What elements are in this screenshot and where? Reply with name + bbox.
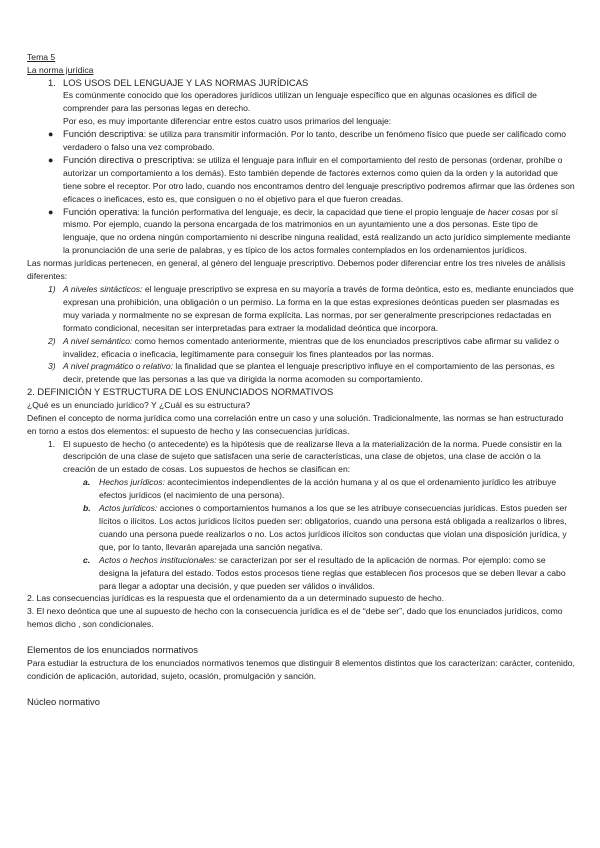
bullet-item bbox=[27, 206, 575, 258]
item-number: 1. bbox=[48, 438, 56, 449]
numbered-item bbox=[27, 438, 575, 477]
level-text: el lenguaje prescriptivo se expresa en su mayoría a través de forma deóntica, esto es, mediante enunciados que expresan una prohibición, una obligación o un permiso. La forma en la que estas expresiones deónticas pueden ser plasmadas es muy variada y normalmente no se expresan de forma explícita. Las normas, por ser generalmente prescripciones redactadas en formato condicional, necesitan ser interpretadas para extraer la modalidad deóntica que incorpora. bbox=[63, 284, 574, 333]
level-number: 2) bbox=[48, 335, 56, 346]
subsection-heading: Núcleo normativo bbox=[27, 695, 100, 707]
sub-item-letter: a. bbox=[83, 477, 91, 488]
bullet-icon: ● bbox=[48, 154, 54, 165]
level-item bbox=[27, 335, 575, 361]
sub-item-letter: c. bbox=[83, 554, 91, 565]
paragraph: Es comúnmente conocido que los operadores jurídicos utilizan un lenguaje específico que en algunas ocasiones es difícil de comprender para las personas legas en derecho. bbox=[63, 90, 537, 114]
paragraph: Para estudiar la estructura de los enunciados normativos tenemos que distinguir 8 elementos distintos que los caracterizan: carácter, contenido, condición de aplicación, autoridad, sujeto, ocasión, promulgación y sanción. bbox=[27, 657, 575, 681]
sub-item bbox=[27, 476, 575, 502]
level-number: 1) bbox=[48, 284, 56, 294]
sub-item-lead: Actos o hechos institucionales: bbox=[99, 554, 217, 565]
level-text: como hemos comentado anteriormente, mientras que de los enunciados prescriptivos cabe afirmar su validez o invalidez, eficacia o ineficacia, legítimamente para conseguir los fines planteados por las normas. bbox=[63, 335, 559, 359]
paragraph: Definen el concepto de norma jurídica como una correlación entre un caso y una solución. Tradicionalmente, las normas se han estructurado en torno a estos dos elementos: el supuesto de hecho y las consecuencias jurídicas. bbox=[27, 412, 564, 436]
question: ¿Qué es un enunciado jurídico? Y ¿Cuál es su estructura? bbox=[27, 399, 251, 410]
section-1-heading bbox=[27, 77, 575, 90]
level-number: 3) bbox=[48, 361, 56, 372]
bullet-text: : la función performativa del lenguaje, es decir, la capacidad que tiene el propio lenguaje de bbox=[137, 206, 488, 217]
bullet-italic: hacer cosas bbox=[487, 206, 535, 217]
level-lead: A nivel semántico: bbox=[63, 335, 133, 346]
level-lead: A niveles sintácticos: bbox=[63, 284, 143, 294]
item-text: El supuesto de hecho (o antecedente) es la hipótesis que de realizarse lleva a la materialización de la norma. Puede consistir en la descripción de una clase de sujeto que satisfacen una serie de características, una clase de objetos, una clase de acción o la creación de un estado de cosas. Los supuestos de hechos se clasifican en: bbox=[63, 438, 562, 475]
bullet-text: : se utiliza el lenguaje para influir en el comportamiento del resto de personas (ordenar, prohíbe o autorizar un comportamiento a los demás). Esto también depende de factores externos como quien da la orden y la autoridad que tiene sobre el receptor. Por otro lado, cuando nos encontramos dentro del lenguaje prescriptivo podremos afirmar que las órdenes son eficaces o ineficaces, esto es, que consiguen o no el objetivo para el que fueron creadas. bbox=[63, 154, 575, 204]
bullet-lead: Función descriptiva bbox=[63, 128, 144, 140]
level-text: la finalidad que se plantea el lenguaje prescriptivo influye en el comportamiento de las personas, es decir, pretende que las personas a las que va dirigida la norma acomoden su comportamiento. bbox=[63, 361, 555, 385]
paragraph: Por eso, es muy importante diferenciar entre estos cuatro usos primarios del lenguaje: bbox=[63, 116, 392, 127]
sub-item-text: se caracterizan por ser el resultado de la aplicación de normas. Por ejemplo: como se designa la jefatura del estado. Todos estos procesos tiene reglas que establecen ños procesos que se deben llevar a cabo para llegar a adoptar una decisión, y que pueden ser válidos o inválidos. bbox=[99, 554, 566, 591]
sub-item bbox=[27, 502, 575, 554]
topic-title: Tema 5 bbox=[27, 52, 56, 62]
level-item bbox=[27, 360, 575, 386]
section-2-heading: 2. DEFINICIÓN Y ESTRUCTURA DE LOS ENUNCIADOS NORMATIVOS bbox=[27, 386, 334, 398]
paragraph: Las normas jurídicas pertenecen, en general, al género del lenguaje prescriptivo. Debemos poder diferenciar entre los tres niveles de análisis diferentes: bbox=[27, 258, 566, 282]
sub-item bbox=[27, 554, 575, 593]
page-subtitle: La norma jurídica bbox=[27, 64, 94, 75]
level-item bbox=[27, 283, 575, 335]
paragraph: 3. El nexo deóntica que une al supuesto de hecho con la consecuencia jurídica es el de “debe ser”, dado que los enunciados jurídicos, como hemos dicho , son condicionales. bbox=[27, 606, 563, 630]
section-number: 1. bbox=[48, 76, 56, 88]
document-page bbox=[27, 51, 575, 708]
bullet-item bbox=[27, 128, 575, 154]
sub-item-text: acciones o comportamientos humanos a los que se les atribuye consecuencias jurídicas. Estos pueden ser lícitos o ilícitos. Los actos jurídicos lícitos pueden ser: obligatorios, cuando una persona está obligada a realizarlos o libres, cuando una persona puede realizarlos o no. Los actos jurídicos ilícitos son conductas que violan una disposición jurídica, y que, por lo tanto, llevarán aparejada una sanción negativa. bbox=[99, 503, 568, 552]
sub-item-lead: Actos jurídicos: bbox=[99, 503, 158, 514]
bullet-item bbox=[27, 154, 575, 206]
bullet-lead: Función operativa bbox=[63, 205, 138, 217]
bullet-text: : se utiliza para transmitir información. Por lo tanto, describe un fenómeno físico que puede ser calificado como verdadero o falso una vez comprobado. bbox=[63, 129, 567, 153]
sub-item-letter: b. bbox=[83, 503, 91, 514]
section-title: LOS USOS DEL LENGUAJE Y LAS NORMAS JURÍDICAS bbox=[63, 76, 309, 88]
paragraph: 2. Las consecuencias jurídicas es la respuesta que el ordenamiento da a un determinado supuesto de hecho. bbox=[27, 593, 445, 604]
bullet-icon: ● bbox=[48, 206, 54, 217]
level-lead: A nivel pragmático o relativo: bbox=[63, 361, 174, 372]
bullet-text: por sí mismo. Por ejemplo, cuando la persona encargada de los matrimonios en un ayuntamiento une a dos personas. Este tipo de lenguaje, que no ordena ningún comportamiento ni describe ninguna realidad, está realizando un acto jurídico simplemente mediante la pronunciación de una serie de palabras, y es típico de los actos formales contemplados en los ordenamientos jurídicos. bbox=[63, 206, 571, 256]
sub-item-lead: Hechos jurídicos: bbox=[99, 477, 165, 488]
bullet-lead: Función directiva o prescriptiva bbox=[63, 153, 193, 165]
sub-item-text: acontecimientos independientes de la acción humana y al os que el ordenamiento jurídico les atribuye efectos jurídicos (el nacimiento de una persona). bbox=[99, 477, 557, 501]
subsection-heading: Elementos de los enunciados normativos bbox=[27, 644, 198, 656]
bullet-icon: ● bbox=[48, 129, 54, 140]
